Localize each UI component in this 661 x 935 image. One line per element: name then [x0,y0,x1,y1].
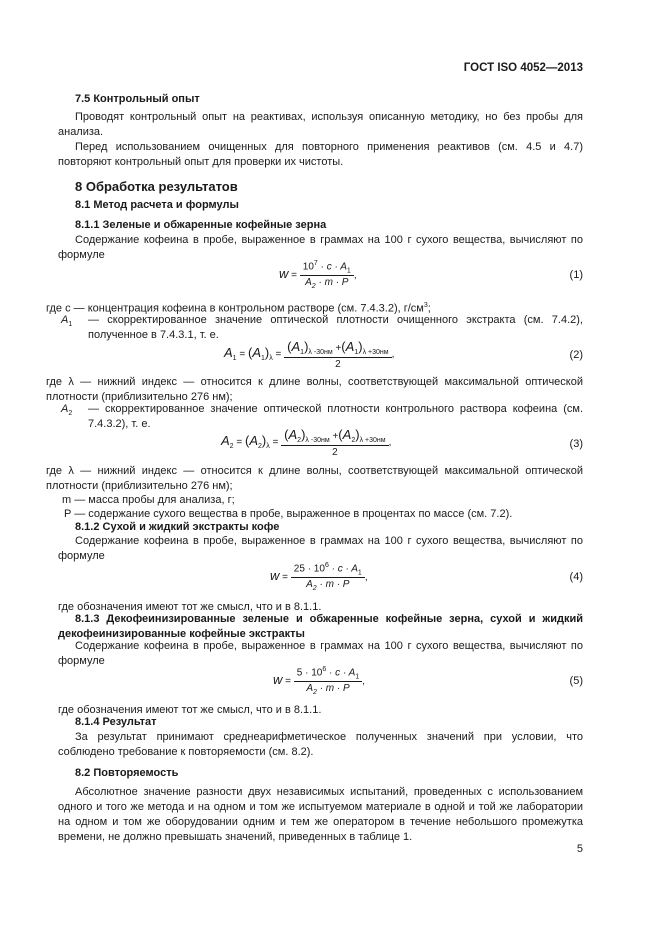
section-8-1-title: 8.1 Метод расчета и формулы [75,199,239,211]
section-7-5-title: 7.5 Контрольный опыт [75,93,200,105]
section-7-5-paragraph-2: Перед использованием очищенных для повторного применения реактивов (см. 4.5 и 4.7) повторяют контрольный опыт для проверки их чистоты. [58,141,583,168]
section-8-1-3-title: 8.1.3 Декофеинизированные зеленые и обжаренные кофейные зерна, сухой и жидкий декофеинизированные кофейные экстракты [58,613,583,640]
page-number: 5 [576,843,583,855]
where-a2: — скорректированное значение оптической плотности контрольного раствора кофеина (см. 7.4.3.2), т. е. [88,403,583,430]
formula-2: $A_1 = (A_1)_\lambda$ = $\frac{(A_1)_{\lambda -30нм} +(A_1)_{\lambda +30нм}}{2}$ , [224,339,395,370]
equation-number-4: (4) [569,571,583,583]
standard-code: ГОСТ ISO 4052—2013 [463,62,583,74]
where-c: где c — концентрация кофеина в контрольном растворе (см. 7.4.3.2), $г/см^3$; [46,302,431,315]
formula-1: w = $\frac{10^7 \cdot c \cdot A_1}{A_2 \cdot m \cdot P}$ , [279,260,357,291]
section-8-2-title: 8.2 Повторяемость [75,767,179,779]
section-8-1-1-title: 8.1.1 Зеленые и обжаренные кофейные зерна [75,219,327,231]
section-8-1-4-paragraph: За результат принимают среднеарифметическое полученных значений при условии, что соблюдено требование к повторяемости (см. 8.2). [58,731,583,758]
section-8-1-2-paragraph: Содержание кофеина в пробе, выраженное в граммах на 100 г сухого вещества, вычисляют по формуле [58,535,583,562]
section-8-1-2-where: где обозначения имеют тот же смысл, что и в 8.1.1. [58,601,322,613]
where-lambda-1: где λ — нижний индекс — относится к длине волны, соответствующей максимальной оптической плотности (приблизительно 276 нм); [46,376,583,403]
where-lambda-2: где λ — нижний индекс — относится к длине волны, соответствующей максимальной оптической плотности (приблизительно 276 нм); [46,465,583,492]
section-8-1-3-paragraph: Содержание кофеина в пробе, выраженное в граммах на 100 г сухого вещества, вычисляют по формуле [58,640,583,667]
formula-3: $A_2 = (A_2)_\lambda$ = $\frac{(A_2)_{\lambda -30нм} +(A_2)_{\lambda +30нм}}{2}$ , [221,427,392,458]
where-p: P — содержание сухого вещества в пробе, выраженное в процентах по массе (см. 7.2). [64,508,513,520]
where-a2-symbol: $A_2$ [61,403,73,418]
section-8-1-1-paragraph: Содержание кофеина в пробе, выраженное в граммах на 100 г сухого вещества, вычисляют по формуле [58,234,583,261]
where-a1-symbol: $A_1$ [61,314,73,329]
where-m: m — масса пробы для анализа, г; [62,494,235,506]
formula-4: w = $\frac{25 \cdot 10^6 \cdot c \cdot A_1}{A_2 \cdot m \cdot P}$ , [270,562,368,593]
equation-number-3: (3) [569,438,583,450]
equation-number-5: (5) [569,675,583,687]
section-7-5-paragraph-1: Проводят контрольный опыт на реактивах, используя описанную методику, но без пробы для анализа. [58,111,583,138]
section-8-1-2-title: 8.1.2 Сухой и жидкий экстракты кофе [75,521,280,533]
section-8-title: 8 Обработка результатов [75,179,238,194]
section-8-2-paragraph: Абсолютное значение разности двух независимых испытаний, проведенных с использованием одного и того же метода и на одном и том же испытуемом материале в одной и той же лаборатории на одном и том же оборудовании одним и тем же оператором в течение небольшого промежутка времени, не должно превышать значений, приведенных в таблице 1. [58,786,583,843]
section-8-1-3-where: где обозначения имеют тот же смысл, что и в 8.1.1. [58,704,322,716]
formula-5: w = $\frac{5 \cdot 10^6 \cdot c \cdot A_1}{A_2 \cdot m \cdot P}$ , [273,666,366,697]
section-8-1-4-title: 8.1.4 Результат [75,716,157,728]
equation-number-2: (2) [569,349,583,361]
where-a1: — скорректированное значение оптической плотности очищенного экстракта (см. 7.4.2), полученное в 7.4.3.1, т. е. [88,314,583,341]
equation-number-1: (1) [569,269,583,281]
